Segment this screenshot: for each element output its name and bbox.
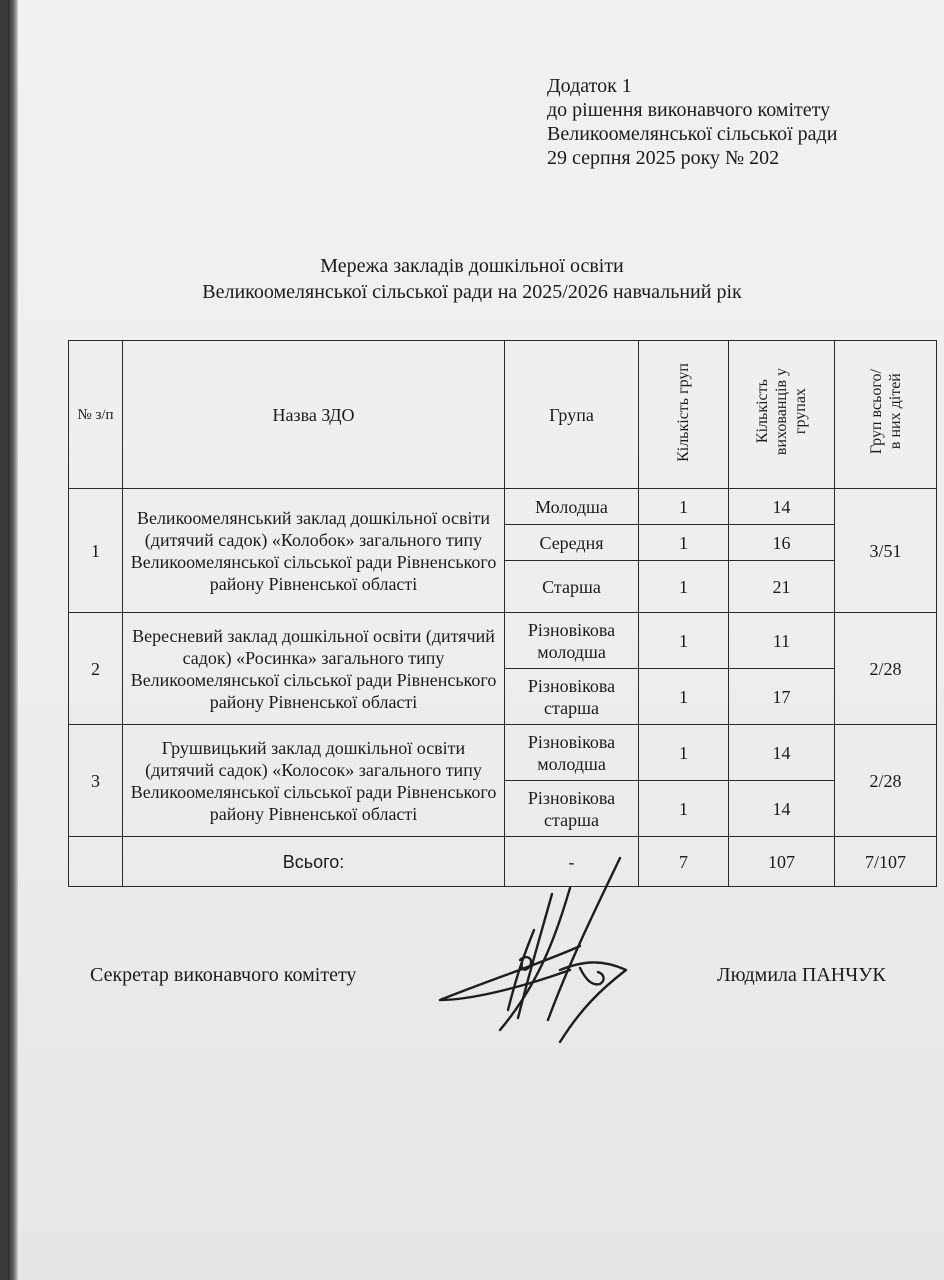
table-row	[69, 725, 937, 781]
summary-pupils: 107	[729, 837, 835, 887]
group-count: 1	[639, 613, 729, 669]
group-name: Різновікова старша	[505, 781, 639, 837]
group-count: 1	[639, 725, 729, 781]
group-name: Різновікова молодша	[505, 613, 639, 669]
header-total	[835, 341, 937, 489]
group-count: 1	[639, 525, 729, 561]
group-name: Різновікова молодша	[505, 725, 639, 781]
annex-line-4: 29 серпня 2025 року № 202	[547, 147, 780, 169]
table-header-row	[69, 341, 937, 489]
institution-name: Вересневий заклад дошкільної освіти (дитячий садок) «Росинка» загального типу Великоомелянської сільської ради Рівненського району Рівненської області	[123, 613, 505, 725]
group-name: Молодша	[505, 489, 639, 525]
pupil-count: 14	[729, 781, 835, 837]
summary-empty-cell	[69, 837, 123, 887]
signer-position: Секретар виконавчого комітету	[90, 964, 357, 986]
pupil-count: 14	[729, 725, 835, 781]
pupil-count: 17	[729, 669, 835, 725]
title-line-2: Великоомелянської сільської ради на 2025/2026 навчальний рік	[202, 281, 742, 303]
annex-line-2: до рішення виконавчого комітету	[547, 99, 831, 121]
pupil-count: 21	[729, 561, 835, 613]
group-count: 1	[639, 669, 729, 725]
page-edge-shadow	[8, 0, 18, 1280]
summary-count: 7	[639, 837, 729, 887]
pupil-count: 14	[729, 489, 835, 525]
institution-name: Великоомелянський заклад дошкільної освіти (дитячий садок) «Колобок» загального типу Великоомелянської сільської ради Рівненського району Рівненської області	[123, 489, 505, 613]
header-group-count	[639, 341, 729, 489]
group-count: 1	[639, 489, 729, 525]
document-title	[0, 253, 944, 305]
header-pupils-text: Кількість вихованців у групах	[754, 368, 809, 456]
annex-block	[547, 74, 837, 170]
group-name: Середня	[505, 525, 639, 561]
summary-total: 7/107	[835, 837, 937, 887]
group-name: Різновікова старша	[505, 669, 639, 725]
summary-group: -	[505, 837, 639, 887]
title-line-1: Мережа закладів дошкільної освіти	[320, 255, 624, 277]
table-row	[69, 489, 937, 525]
annex-line-1: Додаток 1	[547, 75, 632, 97]
row-num: 3	[69, 725, 123, 837]
row-num: 2	[69, 613, 123, 725]
row-num: 1	[69, 489, 123, 613]
institution-total: 3/51	[835, 489, 937, 613]
signer-name: Людмила ПАНЧУК	[717, 964, 886, 986]
handwritten-signature	[430, 850, 650, 1050]
institution-total: 2/28	[835, 725, 937, 837]
group-count: 1	[639, 561, 729, 613]
institution-total: 2/28	[835, 613, 937, 725]
table-row	[69, 613, 937, 669]
header-group: Група	[505, 341, 639, 489]
header-group-count-text: Кількість груп	[675, 362, 692, 462]
header-name: Назва ЗДО	[123, 341, 505, 489]
header-num: № з/п	[69, 341, 123, 489]
group-name: Старша	[505, 561, 639, 613]
pupil-count: 11	[729, 613, 835, 669]
annex-line-3: Великоомелянської сільської ради	[547, 123, 838, 145]
header-pupils	[729, 341, 835, 489]
group-count: 1	[639, 781, 729, 837]
pupil-count: 16	[729, 525, 835, 561]
institution-name: Грушвицький заклад дошкільної освіти (дитячий садок) «Колосок» загального типу Великоомелянської сільської ради Рівненського району Рівненської області	[123, 725, 505, 837]
header-total-text: Груп всього/ в них дітей	[867, 369, 904, 455]
summary-label: Всього:	[123, 837, 505, 887]
kindergarten-network-table	[68, 340, 937, 887]
